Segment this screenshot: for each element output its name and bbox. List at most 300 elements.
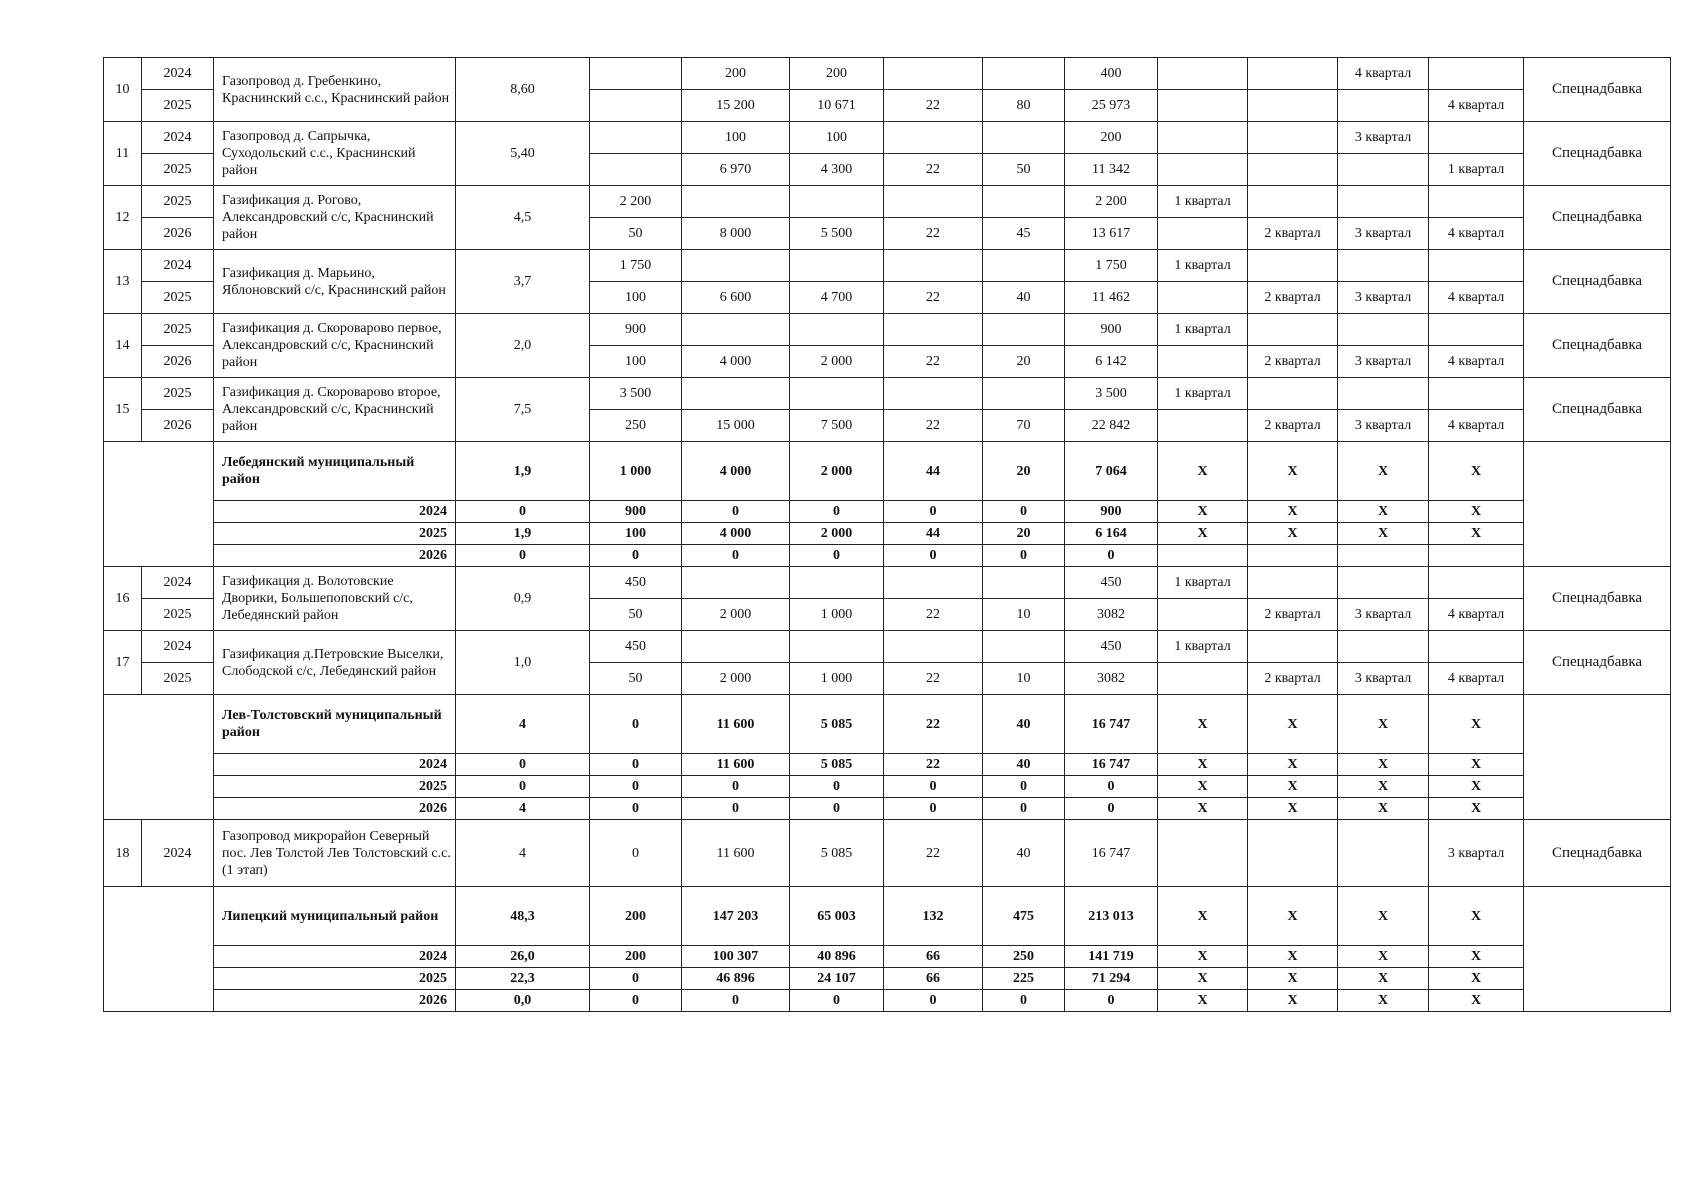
value-cell: 50: [590, 599, 682, 631]
value-cell: 2 квартал: [1248, 663, 1338, 695]
value-cell: 4: [456, 695, 590, 754]
value-cell: 50: [590, 218, 682, 250]
value-cell: 0: [456, 545, 590, 567]
district-year-row: [104, 754, 1671, 776]
year-label: 2024: [214, 501, 456, 523]
value-cell: X: [1158, 501, 1248, 523]
value-cell: [682, 631, 790, 663]
length-cell: 3,7: [456, 250, 590, 314]
value-cell: 4 квартал: [1429, 90, 1524, 122]
value-cell: 0: [682, 990, 790, 1012]
value-cell: X: [1158, 968, 1248, 990]
value-cell: [790, 314, 884, 346]
note-cell: Спецнадбавка: [1524, 567, 1671, 631]
value-cell: [682, 250, 790, 282]
note-cell: Спецнадбавка: [1524, 58, 1671, 122]
value-cell: 141 719: [1065, 946, 1158, 968]
value-cell: 22: [884, 695, 983, 754]
project-row: [104, 58, 1671, 90]
length-cell: 7,5: [456, 378, 590, 442]
value-cell: 10: [983, 599, 1065, 631]
value-cell: [1338, 154, 1429, 186]
value-cell: 11 600: [682, 820, 790, 887]
value-cell: 66: [884, 946, 983, 968]
value-cell: 16 747: [1065, 820, 1158, 887]
value-cell: [1158, 820, 1248, 887]
value-cell: [1158, 346, 1248, 378]
value-cell: 0: [884, 798, 983, 820]
value-cell: [1158, 599, 1248, 631]
value-cell: X: [1338, 695, 1429, 754]
empty-cell: [104, 887, 214, 1012]
year-cell: 2025: [142, 186, 214, 218]
value-cell: 22: [884, 154, 983, 186]
value-cell: [590, 154, 682, 186]
value-cell: [1429, 567, 1524, 599]
value-cell: 100: [790, 122, 884, 154]
value-cell: 11 600: [682, 754, 790, 776]
value-cell: 1 квартал: [1429, 154, 1524, 186]
value-cell: 25 973: [1065, 90, 1158, 122]
value-cell: X: [1158, 776, 1248, 798]
length-cell: 8,60: [456, 58, 590, 122]
value-cell: 15 000: [682, 410, 790, 442]
value-cell: [1248, 631, 1338, 663]
value-cell: [1429, 314, 1524, 346]
project-row: [104, 378, 1671, 410]
value-cell: 0: [590, 798, 682, 820]
value-cell: 0: [590, 968, 682, 990]
value-cell: X: [1338, 946, 1429, 968]
value-cell: 475: [983, 887, 1065, 946]
year-label: 2024: [214, 946, 456, 968]
value-cell: 2 000: [682, 599, 790, 631]
value-cell: 900: [590, 314, 682, 346]
value-cell: 3 квартал: [1338, 663, 1429, 695]
object-name: Газопровод микрорайон Северный пос. Лев Толстой Лев Толстовский с.с. (1 этап): [214, 820, 456, 887]
value-cell: 22: [884, 410, 983, 442]
row-number: 18: [104, 820, 142, 887]
value-cell: 4: [456, 820, 590, 887]
note-cell: Спецнадбавка: [1524, 250, 1671, 314]
value-cell: 0: [1065, 545, 1158, 567]
row-number: 16: [104, 567, 142, 631]
district-year-row: [104, 501, 1671, 523]
value-cell: 3 квартал: [1429, 820, 1524, 887]
value-cell: [790, 567, 884, 599]
value-cell: 16 747: [1065, 695, 1158, 754]
value-cell: [884, 58, 983, 90]
note-cell: Спецнадбавка: [1524, 314, 1671, 378]
value-cell: [983, 250, 1065, 282]
length-cell: 1,0: [456, 631, 590, 695]
value-cell: 1 квартал: [1158, 567, 1248, 599]
value-cell: 70: [983, 410, 1065, 442]
year-cell: 2024: [142, 567, 214, 599]
district-year-row: [104, 776, 1671, 798]
value-cell: 65 003: [790, 887, 884, 946]
value-cell: [590, 58, 682, 90]
value-cell: 80: [983, 90, 1065, 122]
value-cell: 6 970: [682, 154, 790, 186]
value-cell: 50: [590, 663, 682, 695]
value-cell: 0: [790, 798, 884, 820]
value-cell: 40 896: [790, 946, 884, 968]
value-cell: X: [1338, 776, 1429, 798]
value-cell: 22: [884, 754, 983, 776]
district-year-row: [104, 990, 1671, 1012]
value-cell: 0: [1065, 776, 1158, 798]
row-number: 10: [104, 58, 142, 122]
value-cell: 0: [790, 776, 884, 798]
value-cell: X: [1338, 990, 1429, 1012]
value-cell: 0: [983, 545, 1065, 567]
value-cell: X: [1248, 990, 1338, 1012]
note-cell: Спецнадбавка: [1524, 122, 1671, 186]
value-cell: 0: [590, 754, 682, 776]
value-cell: 7 500: [790, 410, 884, 442]
value-cell: 100: [682, 122, 790, 154]
value-cell: 3 квартал: [1338, 346, 1429, 378]
value-cell: 5 085: [790, 820, 884, 887]
value-cell: 45: [983, 218, 1065, 250]
value-cell: 225: [983, 968, 1065, 990]
district-name: Лебедянский муниципальный район: [214, 442, 456, 501]
value-cell: 200: [682, 58, 790, 90]
object-name: Газопровод д. Сапрычка, Суходольский с.с., Краснинский район: [214, 122, 456, 186]
project-row: [104, 631, 1671, 663]
year-cell: 2025: [142, 378, 214, 410]
value-cell: 250: [590, 410, 682, 442]
value-cell: 1 000: [790, 599, 884, 631]
value-cell: [983, 186, 1065, 218]
value-cell: 0: [590, 820, 682, 887]
value-cell: 4 квартал: [1429, 663, 1524, 695]
note-cell: Спецнадбавка: [1524, 631, 1671, 695]
value-cell: 40: [983, 820, 1065, 887]
value-cell: 0: [456, 501, 590, 523]
value-cell: 2 квартал: [1248, 599, 1338, 631]
value-cell: 1 000: [590, 442, 682, 501]
value-cell: 0: [456, 754, 590, 776]
length-cell: 4,5: [456, 186, 590, 250]
value-cell: [1248, 567, 1338, 599]
value-cell: 71 294: [1065, 968, 1158, 990]
value-cell: X: [1429, 501, 1524, 523]
project-row: [104, 122, 1671, 154]
year-cell: 2025: [142, 314, 214, 346]
value-cell: [682, 186, 790, 218]
value-cell: 0: [456, 776, 590, 798]
value-cell: 22,3: [456, 968, 590, 990]
project-row: [104, 250, 1671, 282]
value-cell: 3082: [1065, 663, 1158, 695]
value-cell: 5 500: [790, 218, 884, 250]
object-name: Газификация д. Скороварово первое, Александровский с/с, Краснинский район: [214, 314, 456, 378]
value-cell: 100: [590, 523, 682, 545]
value-cell: 22: [884, 820, 983, 887]
value-cell: 4 000: [682, 523, 790, 545]
value-cell: [1429, 122, 1524, 154]
value-cell: 22: [884, 90, 983, 122]
value-cell: 10 671: [790, 90, 884, 122]
value-cell: 1 квартал: [1158, 250, 1248, 282]
value-cell: 4 700: [790, 282, 884, 314]
value-cell: [1248, 58, 1338, 90]
value-cell: [1158, 410, 1248, 442]
row-number: 14: [104, 314, 142, 378]
value-cell: 0: [983, 990, 1065, 1012]
value-cell: [1158, 218, 1248, 250]
value-cell: 5 085: [790, 754, 884, 776]
value-cell: 6 600: [682, 282, 790, 314]
value-cell: 0: [590, 776, 682, 798]
value-cell: 900: [1065, 501, 1158, 523]
value-cell: [983, 631, 1065, 663]
value-cell: 66: [884, 968, 983, 990]
value-cell: X: [1429, 887, 1524, 946]
value-cell: 1 квартал: [1158, 186, 1248, 218]
value-cell: X: [1429, 798, 1524, 820]
value-cell: 0: [590, 545, 682, 567]
value-cell: X: [1248, 442, 1338, 501]
district-name: Лев-Толстовский муниципальный район: [214, 695, 456, 754]
value-cell: 0: [983, 501, 1065, 523]
note-cell: Спецнадбавка: [1524, 820, 1671, 887]
value-cell: 100 307: [682, 946, 790, 968]
value-cell: 1 квартал: [1158, 378, 1248, 410]
value-cell: [884, 567, 983, 599]
value-cell: 450: [1065, 567, 1158, 599]
value-cell: 22 842: [1065, 410, 1158, 442]
value-cell: X: [1248, 798, 1338, 820]
document-page: [103, 57, 1671, 1012]
year-cell: 2026: [142, 410, 214, 442]
value-cell: 200: [590, 887, 682, 946]
value-cell: [1338, 250, 1429, 282]
year-cell: 2024: [142, 820, 214, 887]
value-cell: 4 квартал: [1429, 599, 1524, 631]
value-cell: 44: [884, 442, 983, 501]
object-name: Газификация д. Скороварово второе, Александровский с/с, Краснинский район: [214, 378, 456, 442]
note-cell: Спецнадбавка: [1524, 186, 1671, 250]
value-cell: X: [1248, 887, 1338, 946]
year-label: 2026: [214, 545, 456, 567]
value-cell: 0: [790, 990, 884, 1012]
year-cell: 2025: [142, 154, 214, 186]
year-label: 2026: [214, 798, 456, 820]
value-cell: X: [1429, 776, 1524, 798]
value-cell: 2 000: [790, 523, 884, 545]
value-cell: 0: [790, 501, 884, 523]
year-cell: 2025: [142, 663, 214, 695]
value-cell: 40: [983, 754, 1065, 776]
year-label: 2026: [214, 990, 456, 1012]
value-cell: [590, 90, 682, 122]
value-cell: 4 300: [790, 154, 884, 186]
value-cell: [983, 314, 1065, 346]
district-total-row: [104, 887, 1671, 946]
value-cell: [1338, 186, 1429, 218]
year-cell: 2024: [142, 58, 214, 90]
value-cell: [884, 378, 983, 410]
value-cell: 0: [790, 545, 884, 567]
value-cell: [884, 314, 983, 346]
value-cell: 8 000: [682, 218, 790, 250]
value-cell: X: [1158, 754, 1248, 776]
value-cell: X: [1158, 695, 1248, 754]
row-number: 12: [104, 186, 142, 250]
value-cell: 0: [884, 545, 983, 567]
value-cell: [1338, 378, 1429, 410]
value-cell: [1248, 250, 1338, 282]
value-cell: 3 квартал: [1338, 218, 1429, 250]
value-cell: X: [1158, 887, 1248, 946]
value-cell: [590, 122, 682, 154]
value-cell: 4 квартал: [1429, 346, 1524, 378]
value-cell: 40: [983, 695, 1065, 754]
value-cell: 450: [590, 631, 682, 663]
note-cell: Спецнадбавка: [1524, 378, 1671, 442]
project-row: [104, 567, 1671, 599]
year-cell: 2026: [142, 218, 214, 250]
value-cell: 0,0: [456, 990, 590, 1012]
empty-cell: [1524, 442, 1671, 567]
value-cell: 0: [983, 798, 1065, 820]
value-cell: [682, 378, 790, 410]
value-cell: X: [1158, 523, 1248, 545]
value-cell: 11 342: [1065, 154, 1158, 186]
value-cell: 1 квартал: [1158, 314, 1248, 346]
year-cell: 2025: [142, 282, 214, 314]
value-cell: 22: [884, 282, 983, 314]
value-cell: 22: [884, 218, 983, 250]
length-cell: 0,9: [456, 567, 590, 631]
value-cell: 4 квартал: [1429, 218, 1524, 250]
project-row: [104, 314, 1671, 346]
value-cell: X: [1429, 968, 1524, 990]
value-cell: 24 107: [790, 968, 884, 990]
value-cell: 11 462: [1065, 282, 1158, 314]
value-cell: [682, 567, 790, 599]
value-cell: 0: [1065, 990, 1158, 1012]
district-year-row: [104, 798, 1671, 820]
value-cell: 1 750: [1065, 250, 1158, 282]
value-cell: X: [1338, 887, 1429, 946]
value-cell: X: [1338, 798, 1429, 820]
year-label: 2024: [214, 754, 456, 776]
table-body: [104, 58, 1671, 1012]
value-cell: 4 квартал: [1429, 282, 1524, 314]
value-cell: 0: [682, 545, 790, 567]
value-cell: 1,9: [456, 523, 590, 545]
value-cell: 4: [456, 798, 590, 820]
value-cell: 2 квартал: [1248, 346, 1338, 378]
value-cell: X: [1429, 442, 1524, 501]
value-cell: 0: [682, 798, 790, 820]
value-cell: X: [1338, 754, 1429, 776]
district-total-row: [104, 695, 1671, 754]
value-cell: X: [1248, 946, 1338, 968]
value-cell: 4 000: [682, 346, 790, 378]
value-cell: X: [1338, 968, 1429, 990]
row-number: 15: [104, 378, 142, 442]
value-cell: 2 квартал: [1248, 218, 1338, 250]
year-cell: 2025: [142, 599, 214, 631]
district-year-row: [104, 968, 1671, 990]
value-cell: 3 квартал: [1338, 282, 1429, 314]
value-cell: 200: [790, 58, 884, 90]
district-year-row: [104, 523, 1671, 545]
value-cell: 20: [983, 346, 1065, 378]
row-number: 17: [104, 631, 142, 695]
value-cell: 0: [884, 990, 983, 1012]
value-cell: [1248, 90, 1338, 122]
object-name: Газификация д. Рогово, Александровский с/с, Краснинский район: [214, 186, 456, 250]
value-cell: 450: [590, 567, 682, 599]
value-cell: 2 квартал: [1248, 410, 1338, 442]
value-cell: 400: [1065, 58, 1158, 90]
value-cell: 1,9: [456, 442, 590, 501]
value-cell: 200: [590, 946, 682, 968]
value-cell: X: [1429, 946, 1524, 968]
value-cell: 7 064: [1065, 442, 1158, 501]
value-cell: [1158, 282, 1248, 314]
district-year-row: [104, 545, 1671, 567]
row-number: 13: [104, 250, 142, 314]
object-name: Газификация д. Волотовские Дворики, Большепоповский с/с, Лебедянский район: [214, 567, 456, 631]
value-cell: [1158, 663, 1248, 695]
value-cell: [682, 314, 790, 346]
value-cell: [983, 378, 1065, 410]
value-cell: 6 164: [1065, 523, 1158, 545]
value-cell: 11 600: [682, 695, 790, 754]
value-cell: [1248, 314, 1338, 346]
value-cell: 22: [884, 346, 983, 378]
value-cell: [1429, 58, 1524, 90]
value-cell: 4 000: [682, 442, 790, 501]
row-number: 11: [104, 122, 142, 186]
value-cell: [1158, 545, 1248, 567]
value-cell: [1429, 378, 1524, 410]
value-cell: [1158, 58, 1248, 90]
value-cell: [1429, 250, 1524, 282]
value-cell: X: [1248, 754, 1338, 776]
district-name: Липецкий муниципальный район: [214, 887, 456, 946]
value-cell: 15 200: [682, 90, 790, 122]
value-cell: 2 квартал: [1248, 282, 1338, 314]
value-cell: [983, 58, 1065, 90]
value-cell: X: [1248, 695, 1338, 754]
value-cell: 26,0: [456, 946, 590, 968]
object-name: Газопровод д. Гребенкино, Краснинский с.с., Краснинский район: [214, 58, 456, 122]
empty-cell: [1524, 887, 1671, 1012]
object-name: Газификация д.Петровские Выселки, Слободской с/с, Лебедянский район: [214, 631, 456, 695]
value-cell: X: [1429, 754, 1524, 776]
value-cell: [1338, 314, 1429, 346]
value-cell: 147 203: [682, 887, 790, 946]
value-cell: X: [1158, 990, 1248, 1012]
value-cell: [1248, 820, 1338, 887]
value-cell: [1158, 122, 1248, 154]
value-cell: 100: [590, 282, 682, 314]
value-cell: 22: [884, 663, 983, 695]
value-cell: 0: [884, 501, 983, 523]
value-cell: [1338, 820, 1429, 887]
value-cell: 250: [983, 946, 1065, 968]
value-cell: 6 142: [1065, 346, 1158, 378]
value-cell: 2 200: [1065, 186, 1158, 218]
